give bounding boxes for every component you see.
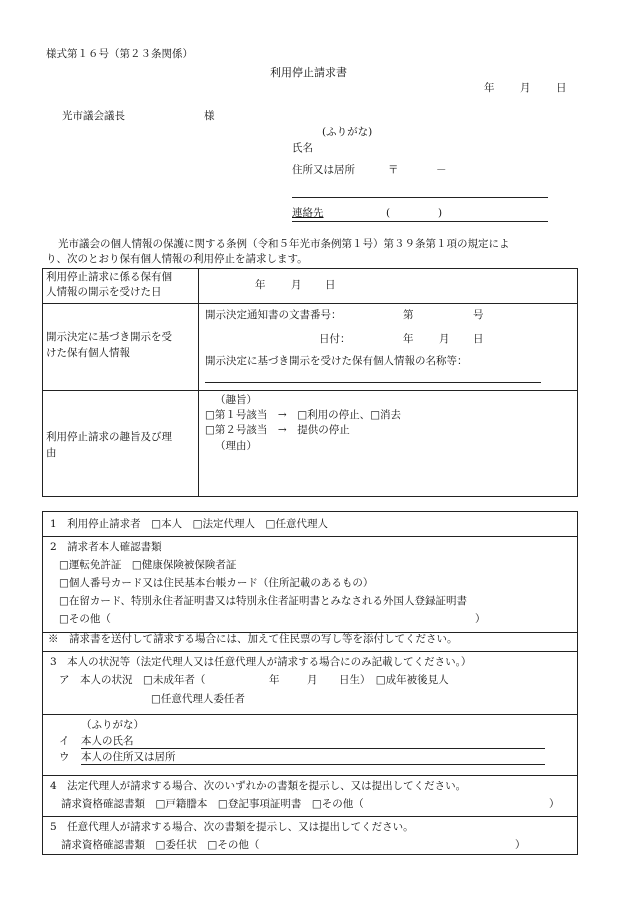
date-month-label: 月 (520, 82, 531, 94)
addressee-name: 光市議会議長 (62, 110, 125, 122)
section-3-u-prefix: ウ (59, 751, 70, 763)
section-2-id-documents (43, 536, 577, 633)
doc-number-label: 開示決定通知書の文書番号： (205, 309, 342, 321)
date-day-label: 日 (556, 82, 567, 94)
section-5-top-border (43, 816, 577, 817)
section-3-month: 月 (307, 674, 318, 686)
reason-heading: （理由） (215, 440, 257, 452)
section-2-line-4: □その他（ (59, 613, 111, 625)
section-3-year: 年 (269, 674, 280, 686)
row2-info-name-line (205, 382, 541, 383)
row1-day: 日 (325, 279, 336, 291)
row2-label-line1: 開示決定に基づき開示を受 (46, 331, 172, 343)
section-3-principal-name-label: 本人の氏名 (81, 735, 134, 747)
section-4-heading: 4 法定代理人が請求する場合、次のいずれかの書類を提示し、又は提出してください。 (50, 780, 467, 792)
section-5-heading: 5 任意代理人が請求する場合、次の書類を提示し、又は提出してください。 (50, 821, 414, 833)
row1-label-line2: 人情報の開示を受けた日 (46, 286, 162, 298)
requester-info-table (42, 511, 578, 855)
section-1-requester (43, 512, 577, 537)
section-3-status: ア 本人の状況 □未成年者（ (59, 674, 206, 686)
contact-close-paren: ) (438, 207, 443, 219)
applicant-name-label: 氏名 (292, 142, 313, 154)
section-3-furigana: （ふりがな） (81, 719, 144, 731)
section-3-top-border (43, 651, 577, 652)
contact-line (292, 221, 548, 222)
row1-year: 年 (255, 279, 266, 291)
section-2-note: ※ 請求書を送付して請求する場合には、加えて住民票の写し等を添付してください。 (48, 633, 458, 645)
purpose-option-2: □第２号該当 → 提供の停止 (205, 424, 350, 436)
contact-label: 連絡先 (292, 207, 324, 219)
form-number: 様式第１６号（第２３条関係） (46, 48, 193, 60)
section-2-line-2: □個人番号カード又は住民基本台帳カード（住所記載のあるもの） (59, 577, 374, 589)
section-2-line-3: □在留カード、特別永住者証明書又は特別永住者証明書とみなされる外国人登録証明書 (59, 595, 467, 607)
section-3-principal-option: □任意代理人委任者 (151, 693, 245, 705)
section-2-line-4-close: ） (475, 613, 486, 625)
postal-mark: 〒 (388, 164, 399, 176)
request-details-table (42, 268, 578, 497)
table-row-disclosed-info (43, 303, 577, 391)
section-2-heading: 2 請求者本人確認書類 (50, 541, 162, 553)
table-row-disclosure-date (43, 269, 577, 304)
addressee-honorific: 様 (204, 110, 215, 122)
doc-number-dai: 第 (403, 309, 414, 321)
row2-info-name-label: 開示決定に基づき開示を受けた保有個人情報の名称等： (205, 355, 468, 367)
purpose-heading: （趣旨） (215, 394, 257, 406)
section-4-top-border (43, 775, 577, 776)
postal-dash: － (436, 164, 447, 176)
section-3-inner-border (43, 714, 577, 715)
section-4-documents: 請求資格確認書類 □戸籍謄本 □登記事項証明書 □その他（ (61, 798, 364, 810)
principal-name-line (81, 748, 545, 749)
section-5-documents: 請求資格確認書類 □委任状 □その他（ (61, 839, 260, 851)
document-title: 利用停止請求書 (270, 66, 347, 79)
section-3-i-prefix: イ (59, 735, 70, 747)
applicant-furigana: (ふりがな) (322, 126, 373, 138)
address-line (292, 197, 548, 198)
purpose-option-1: □第１号該当 → □利用の停止、□消去 (205, 409, 402, 421)
date-year-label: 年 (484, 82, 495, 94)
row2-day: 日 (473, 333, 484, 345)
intro-line-1: 光市議会の個人情報の保護に関する条例（令和５年光市条例第１号）第３９条第１項の規定によ (58, 238, 510, 250)
row2-year: 年 (403, 333, 414, 345)
row1-month: 月 (291, 279, 302, 291)
section-1-text: 1 利用停止請求者 □本人 □法定代理人 □任意代理人 (50, 518, 328, 530)
row3-label-line1: 利用停止請求の趣旨及び理 (46, 431, 172, 443)
row2-label-line2: けた保有個人情報 (46, 347, 130, 359)
section-4-close: ） (549, 798, 560, 810)
contact-open-paren: ( (386, 207, 391, 219)
applicant-address-label: 住所又は居所 (292, 164, 355, 176)
row1-label-line1: 利用停止請求に係る保有個 (46, 271, 172, 283)
row2-month: 月 (439, 333, 450, 345)
section-3-principal-address-label: 本人の住所又は居所 (81, 751, 176, 763)
principal-address-line (81, 764, 545, 765)
section-3-heading: 3 本人の状況等（法定代理人又は任意代理人が請求する場合にのみ記載してください。） (50, 656, 472, 668)
intro-line-2: り、次のとおり保有個人情報の利用停止を請求します。 (46, 253, 308, 265)
table-row-purpose-reason (43, 390, 577, 496)
section-3-day-and-ward: 日生） □成年被後見人 (339, 674, 449, 686)
doc-number-go: 号 (473, 309, 484, 321)
section-2-line-1: □運転免許証 □健康保険被保険者証 (59, 559, 237, 571)
section-5-close: ） (515, 839, 526, 851)
row2-date-label: 日付： (319, 333, 351, 345)
row3-label-line2: 由 (46, 447, 57, 459)
